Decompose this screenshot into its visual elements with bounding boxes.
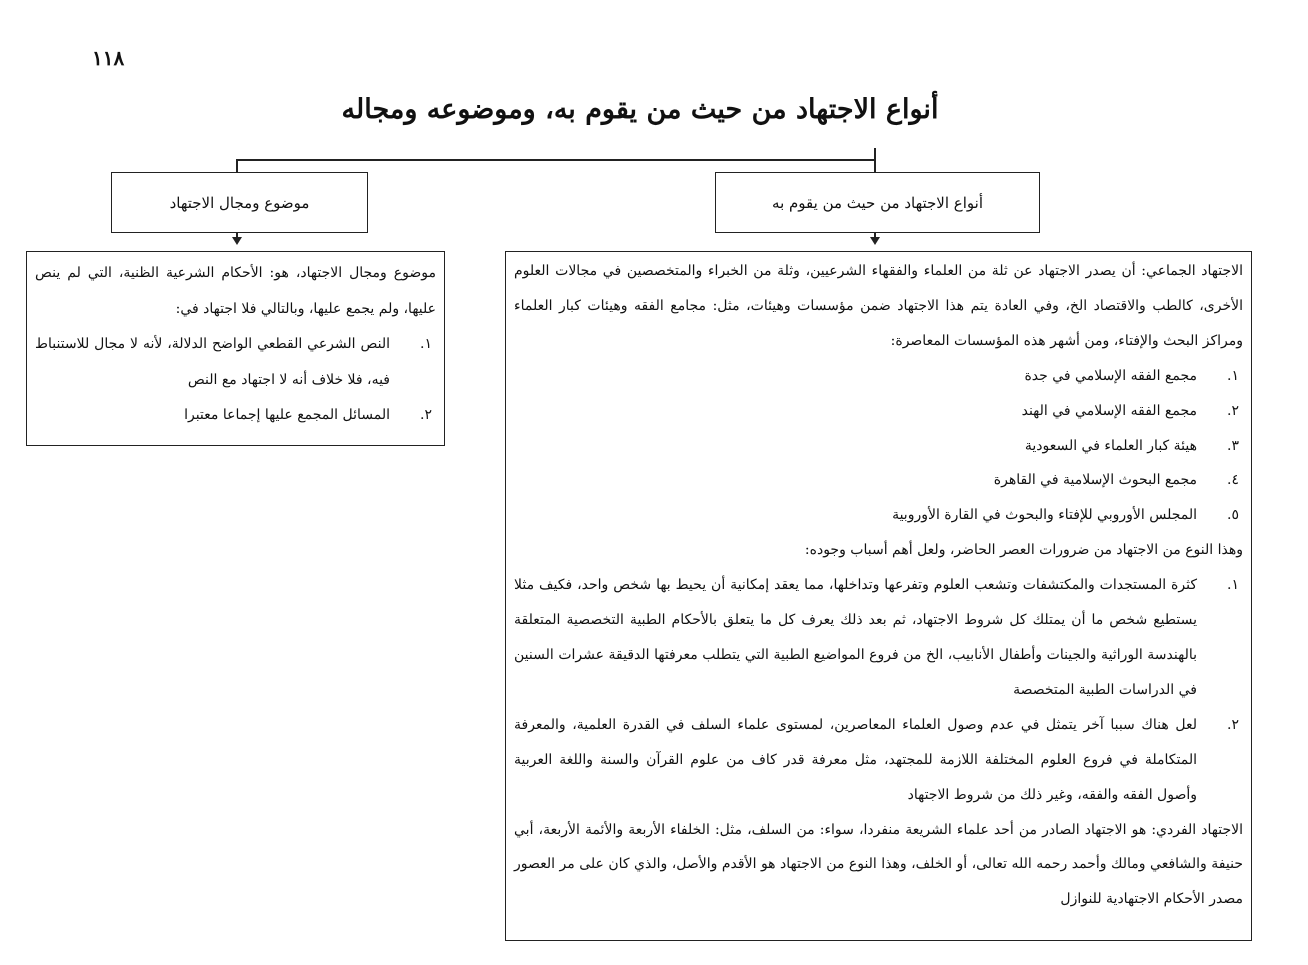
connector-horizontal-bar (236, 159, 876, 161)
list-item (514, 359, 1243, 394)
list-item (35, 327, 436, 398)
list-item-number: ٢. (1227, 716, 1239, 733)
reasons-list (514, 568, 1243, 812)
list-item (514, 429, 1243, 464)
list-item (514, 463, 1243, 498)
collective-intro: الاجتهاد الجماعي: أن يصدر الاجتهاد عن ثلة من العلماء والفقهاء الشرعيين، وثلة من الخبراء والمتخصصين في مجالات العلوم الأخرى، كالطب والاقتصاد الخ، وفي العادة يتم هذا الاجتهاد ضمن مؤسسات وهيئات، مثل: مجامع الفقه وهيئات كبار العلماء ومراكز البحث والإفتاء، ومن أشهر هذه المؤسسات المعاصرة: (514, 263, 1243, 349)
list-item-number: ١. (420, 336, 432, 353)
list-item-number: ٥. (1227, 507, 1239, 524)
arrow-right-head (870, 237, 880, 245)
list-item-number: ٣. (1227, 437, 1239, 454)
list-item-number: ٢. (1227, 402, 1239, 419)
left-items-list (35, 327, 436, 434)
list-item-number: ٢. (420, 407, 432, 424)
page-title: أنواع الاجتهاد من حيث من يقوم به، وموضوعه ومجاله (341, 94, 939, 125)
list-item-number: ١. (1227, 367, 1239, 384)
reasons-intro: وهذا النوع من الاجتهاد من ضرورات العصر الحاضر، ولعل أهم أسباب وجوده: (804, 542, 1243, 559)
left-content-box (26, 251, 445, 446)
list-item-text: المجلس الأوروبي للإفتاء والبحوث في القارة الأوروبية (892, 507, 1197, 524)
list-item-text: هيئة كبار العلماء في السعودية (1024, 437, 1197, 454)
connector-left-drop (236, 159, 238, 172)
individual-ijtihad: الاجتهاد الفردي: هو الاجتهاد الصادر من أحد علماء الشريعة منفردا، سواء: من السلف، مثل: الخلفاء الأربعة والأئمة الأربعة، أبي حنيفة والشافعي ومالك وأحمد رحمه الله تعالى، أو الخلف، وهذا النوع من الاجتهاد هو الأقدم والأصل، والذي كان على مر العصور مصدر الأحكام الاجتهادية للنوازل (514, 821, 1243, 908)
connector-right-drop (874, 159, 876, 172)
right-heading-text: أنواع الاجتهاد من حيث من يقوم به (772, 193, 983, 212)
list-item-text: مجمع الفقه الإسلامي في جدة (1024, 367, 1197, 384)
list-item-text: النص الشرعي القطعي الواضح الدلالة، لأنه لا مجال للاستنباط فيه، فلا خلاف أنه لا اجتهاد مع النص (35, 336, 390, 388)
list-item-text: مجمع البحوث الإسلامية في القاهرة (993, 472, 1197, 489)
right-content-box (505, 251, 1252, 941)
left-heading-text: موضوع ومجال الاجتهاد (169, 193, 310, 212)
list-item (514, 568, 1243, 708)
list-item (514, 394, 1243, 429)
page-number: ١١٨ (92, 46, 125, 70)
arrow-left-head (232, 237, 242, 245)
list-item (514, 498, 1243, 533)
list-item-number: ٤. (1227, 472, 1239, 489)
list-item (35, 398, 436, 434)
list-item-text: مجمع الفقه الإسلامي في الهند (1021, 402, 1197, 419)
left-heading-box (111, 172, 368, 233)
list-item-number: ١. (1227, 577, 1239, 594)
list-item (514, 708, 1243, 813)
list-item-text: لعل هناك سببا آخر يتمثل في عدم وصول العلماء المعاصرين، لمستوى علماء السلف في القدرة العلمية، والمعرفة المتكاملة في فروع العلوم المختلفة اللازمة للمجتهد، مثل معرفة قدر كاف من علوم القرآن والسنة واللغة العربية وأصول الفقه والفقه، وغير ذلك من شروط الاجتهاد (514, 716, 1197, 803)
list-item-text: المسائل المجمع عليها إجماعا معتبرا (184, 407, 390, 424)
right-heading-box (715, 172, 1040, 233)
list-item-text: كثرة المستجدات والمكتشفات وتشعب العلوم وتفرعها وتداخلها، مما يعقد إمكانية أن يحيط بها شخص واحد، فكيف مثلا يستطيع شخص ما أن يمتلك كل شروط الاجتهاد، ثم بعد ذلك يعرف كل ما يتعلق بالأحكام الطبية التخصصية المتعلقة بالهندسة الوراثية والجينات وأطفال الأنابيب، الخ من فروع المواضيع الطبية التي يتطلب معرفتها الدقيقة عشرات السنين في الدراسات الطبية المتخصصة (514, 577, 1197, 698)
left-intro: موضوع ومجال الاجتهاد، هو: الأحكام الشرعية الظنية، التي لم ينص عليها، ولم يجمع عليها، وبالتالي فلا اجتهاد في: (35, 265, 436, 317)
institutions-list (514, 359, 1243, 534)
